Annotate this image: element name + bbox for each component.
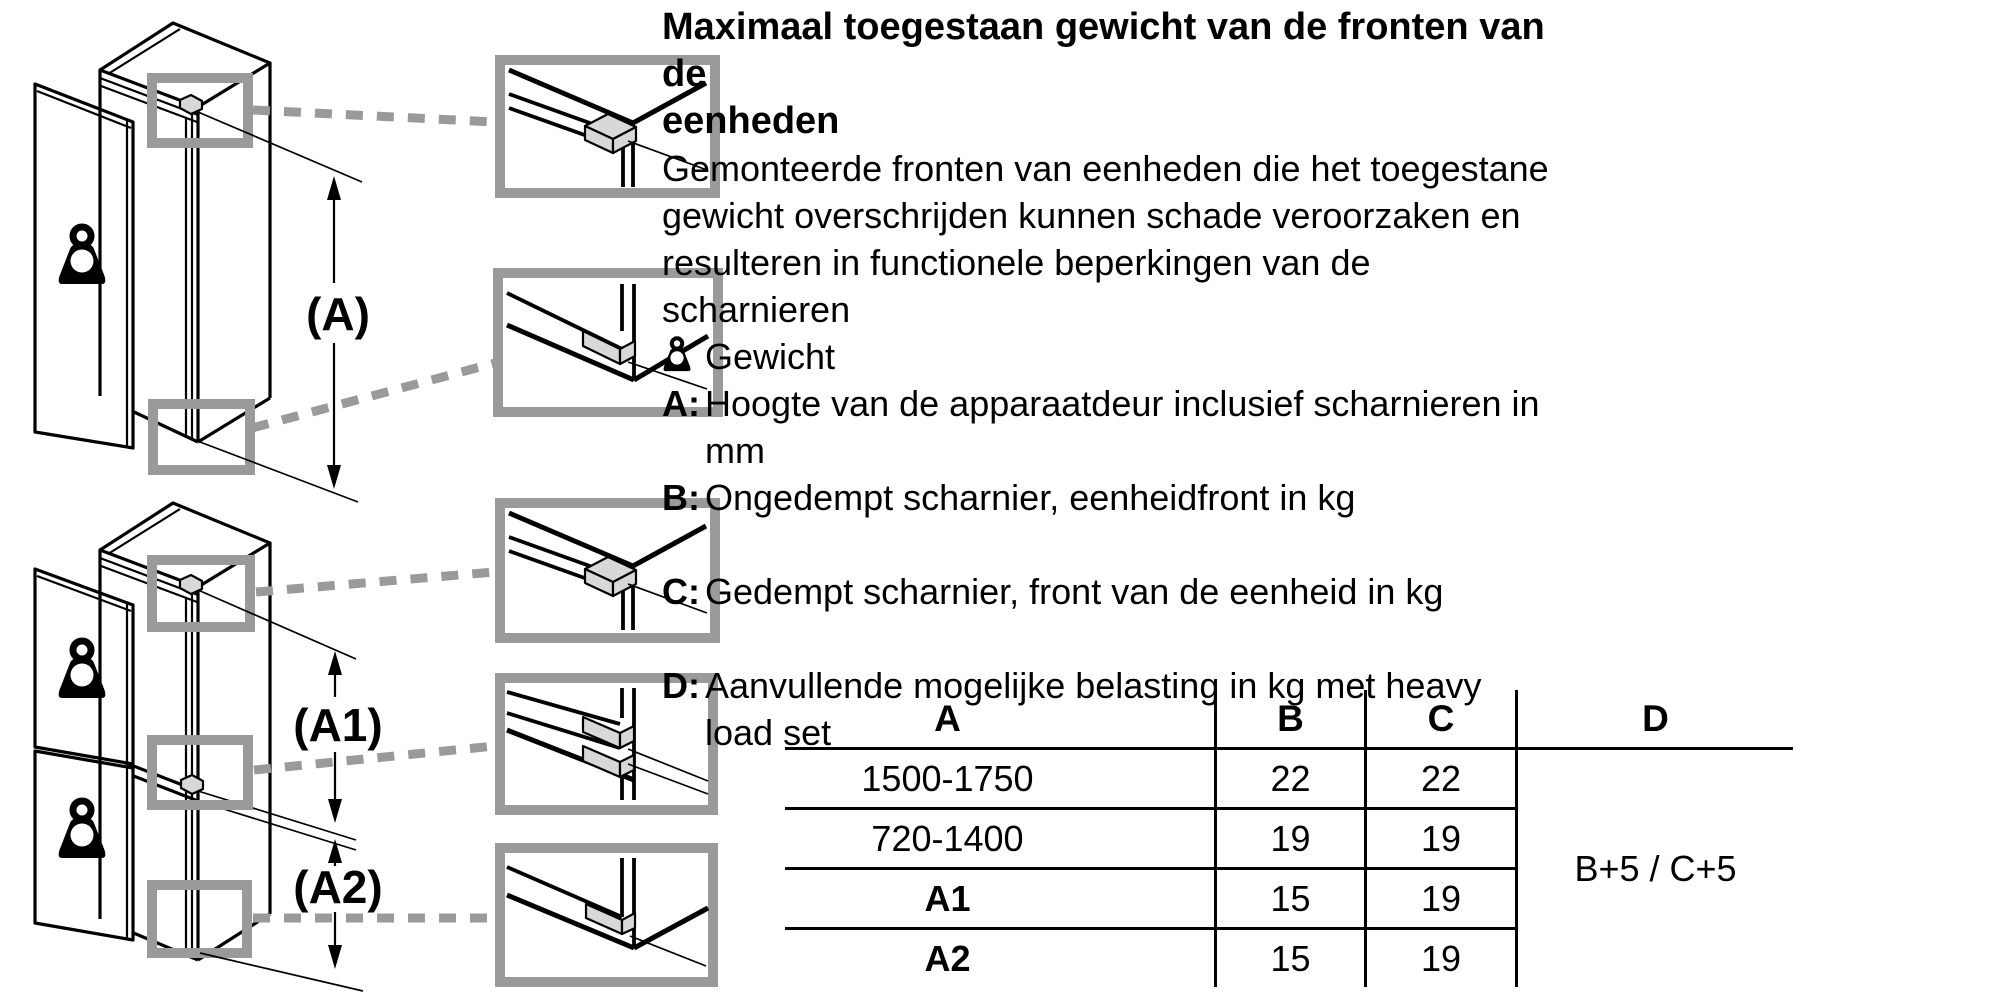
cell-c: 19 xyxy=(1366,869,1517,929)
door-front-panel xyxy=(35,84,133,448)
weight-spec-table xyxy=(785,690,1793,987)
dimension-A2 xyxy=(293,839,382,969)
lower-door-panel xyxy=(35,751,133,940)
legend-weight xyxy=(662,333,1567,380)
legend-weight-label: Gewicht xyxy=(705,336,836,377)
installation-diagram xyxy=(0,0,740,1000)
callout-connector xyxy=(252,363,495,428)
callout-connector xyxy=(253,110,495,122)
page-title xyxy=(662,4,1567,145)
legend-text-cont: load set xyxy=(705,712,832,753)
cell-b: 15 xyxy=(1216,869,1366,929)
legend-item-B xyxy=(662,474,1567,521)
legend-item-C xyxy=(662,568,1567,615)
cell-b: 15 xyxy=(1216,929,1366,988)
hinge-detail-bottom xyxy=(500,848,713,982)
dimension-A1 xyxy=(293,651,382,823)
paragraph-line: gewicht overschrijden kunnen schade veroorzaken en xyxy=(662,195,1521,236)
table-header-row xyxy=(785,690,1793,749)
paragraph-line: Gemonteerde fronten van eenheden die het toegestane xyxy=(662,148,1549,189)
dim-label-A1: (A1) xyxy=(293,699,383,751)
legend-text-cont: mm xyxy=(705,430,765,471)
cell-a: A2 xyxy=(785,929,1216,988)
legend-key: B: xyxy=(662,477,700,518)
legend-key: C: xyxy=(662,571,700,612)
dim-label-A: (A) xyxy=(306,288,370,340)
col-header-D: D xyxy=(1517,690,1794,749)
dim-label-A2: (A2) xyxy=(293,861,383,913)
cell-a: 1500-1750 xyxy=(785,749,1216,809)
cell-d-span: B+5 / C+5 xyxy=(1574,847,1737,889)
paragraph-line: resulteren in functionele beperkingen van de scharnieren xyxy=(662,242,1371,330)
middle-hinge-callout xyxy=(152,740,248,805)
intro-paragraph xyxy=(662,145,1567,333)
legend-key: A: xyxy=(662,383,700,424)
table-row xyxy=(785,749,1793,809)
legend-key: D: xyxy=(662,665,700,706)
weight-icon xyxy=(662,333,705,380)
text-column xyxy=(662,4,1567,756)
cell-c: 22 xyxy=(1366,749,1517,809)
col-header-A: A xyxy=(785,690,1216,749)
bottom-hinge-callout xyxy=(153,404,250,470)
legend-text: Ongedempt scharnier, eenheidfront in kg xyxy=(705,477,1356,518)
legend-text: Gedempt scharnier, front van de eenheid in kg xyxy=(705,571,1444,612)
double-door-unit-diagram xyxy=(35,503,715,991)
title-line: eenheden xyxy=(662,100,840,142)
dimension-A xyxy=(306,176,370,489)
cell-a: A1 xyxy=(785,869,1216,929)
single-door-unit-diagram xyxy=(35,23,718,502)
cell-a: 720-1400 xyxy=(785,809,1216,869)
legend-text: Hoogte van de apparaatdeur inclusief scharnieren in xyxy=(705,383,1540,424)
col-header-C: C xyxy=(1366,690,1517,749)
legend-text: Aanvullende mogelijke belasting in kg met heavy xyxy=(705,665,1482,706)
title-line: Maximaal toegestaan gewicht van de fronten van de xyxy=(662,6,1545,95)
col-header-B: B xyxy=(1216,690,1366,749)
cell-b: 19 xyxy=(1216,809,1366,869)
callout-connector xyxy=(256,572,495,592)
legend-item-A xyxy=(662,380,1567,474)
cell-c: 19 xyxy=(1366,809,1517,869)
cell-c: 19 xyxy=(1366,929,1517,988)
cell-b: 22 xyxy=(1216,749,1366,809)
upper-door-panel xyxy=(35,569,133,764)
